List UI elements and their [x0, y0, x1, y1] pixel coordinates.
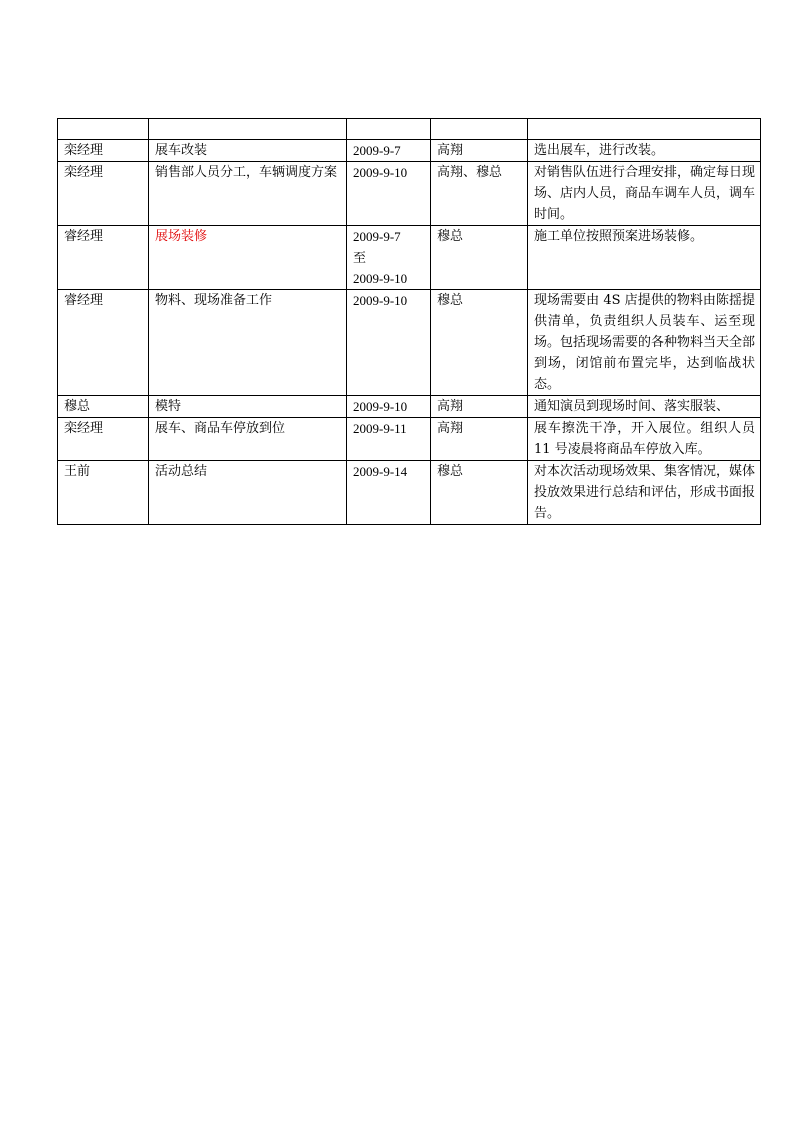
- table-row: [58, 140, 761, 162]
- task-cell: 展车、商品车停放到位: [149, 418, 347, 461]
- date-text: 2009-9-10: [353, 165, 408, 180]
- table-row: [58, 418, 761, 461]
- description-cell: 施工单位按照预案进场装修。: [528, 226, 761, 290]
- description-cell: 现场需要由 4S 店提供的物料由陈揺提供清单，负责组织人员装车、运至现场。包括现场需要的各种物料当天全部到场，闭馆前布置完毕，达到临战状态。: [528, 290, 761, 396]
- description-cell: 对本次活动现场效果、集客情况，媒体投放效果进行总结和评估，形成书面报告。: [528, 461, 761, 525]
- task-cell: 物料、现场准备工作: [149, 290, 347, 396]
- date-start: 2009-9-7: [353, 229, 401, 244]
- assignee-cell: 高翔: [431, 140, 528, 162]
- date-cell: [347, 418, 431, 461]
- header-cell: [431, 119, 528, 140]
- date-text: 2009-9-14: [353, 464, 408, 479]
- task-cell: 销售部人员分工，车辆调度方案: [149, 162, 347, 226]
- table-row: [58, 226, 761, 290]
- assignee-cell: 高翔: [431, 418, 528, 461]
- table-header-row: [58, 119, 761, 140]
- task-cell-highlighted: 展场装修: [149, 226, 347, 290]
- date-cell: [347, 396, 431, 418]
- date-cell: [347, 226, 431, 290]
- header-cell: [149, 119, 347, 140]
- assignee-cell: 穆总: [431, 226, 528, 290]
- owner-cell: 栾经理: [58, 162, 149, 226]
- owner-cell: 王前: [58, 461, 149, 525]
- date-text: 2009-9-7: [353, 143, 401, 158]
- task-cell: 展车改装: [149, 140, 347, 162]
- table-row: [58, 290, 761, 396]
- date-cell: [347, 140, 431, 162]
- assignee-cell: 穆总: [431, 461, 528, 525]
- description-cell: 通知演员到现场时间、落实服装、: [528, 396, 761, 418]
- owner-cell: 栾经理: [58, 140, 149, 162]
- date-cell: [347, 162, 431, 226]
- table-row: [58, 162, 761, 226]
- header-cell: [58, 119, 149, 140]
- table-row: [58, 396, 761, 418]
- date-text: 2009-9-10: [353, 399, 408, 414]
- description-cell: 对销售队伍进行合理安排，确定每日现场、店内人员，商品车调车人员，调车时间。: [528, 162, 761, 226]
- owner-cell: 穆总: [58, 396, 149, 418]
- description-cell: 选出展车，进行改装。: [528, 140, 761, 162]
- table-row: [58, 461, 761, 525]
- schedule-table: [57, 118, 761, 525]
- date-cell: [347, 461, 431, 525]
- header-cell: [528, 119, 761, 140]
- assignee-cell: 穆总: [431, 290, 528, 396]
- owner-cell: 栾经理: [58, 418, 149, 461]
- owner-cell: 睿经理: [58, 226, 149, 290]
- date-range-separator: 至: [353, 250, 367, 265]
- assignee-cell: 高翔: [431, 396, 528, 418]
- date-text: 2009-9-10: [353, 293, 408, 308]
- date-cell: [347, 290, 431, 396]
- date-end: 2009-9-10: [353, 271, 408, 286]
- owner-cell: 睿经理: [58, 290, 149, 396]
- task-cell: 活动总结: [149, 461, 347, 525]
- assignee-cell: 高翔、穆总: [431, 162, 528, 226]
- date-text: 2009-9-11: [353, 421, 407, 436]
- task-cell: 模特: [149, 396, 347, 418]
- description-cell: 展车擦洗干净，开入展位。组织人员 11 号凌晨将商品车停放入库。: [528, 418, 761, 461]
- header-cell: [347, 119, 431, 140]
